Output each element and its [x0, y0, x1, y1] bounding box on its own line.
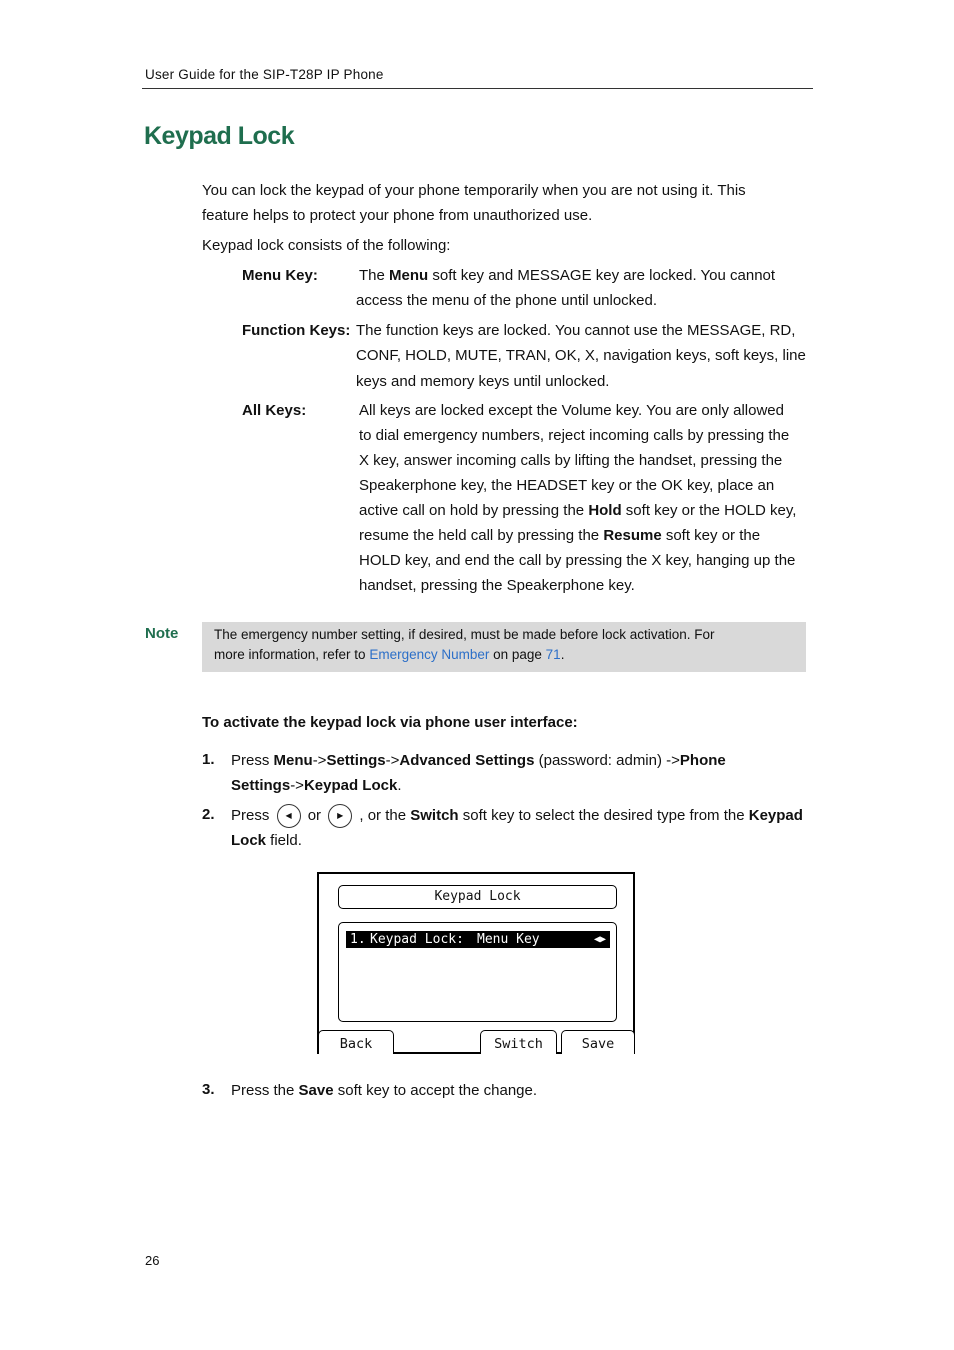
step-2-text — [231, 803, 803, 853]
text: soft key or the — [661, 527, 761, 544]
right-arrow-key-icon: ▶ — [328, 804, 352, 828]
text: -> — [312, 752, 327, 769]
advanced-settings-ref: Advanced Settings — [399, 752, 535, 769]
step-number: 2. — [202, 806, 215, 823]
consists-text: Keypad lock consists of the following: — [202, 237, 451, 254]
definition-line — [359, 523, 796, 548]
text: soft key to select the desired type from the — [458, 807, 749, 824]
step-line — [231, 828, 803, 853]
hold-softkey-ref: Hold — [588, 502, 622, 519]
text: The — [359, 267, 390, 284]
text: (password: admin) -> — [534, 752, 680, 769]
definition-line: to dial emergency numbers, reject incoming calls by pressing the — [359, 427, 790, 444]
text: Press — [231, 752, 274, 769]
intro-paragraph — [202, 178, 746, 228]
text: soft key to accept the change. — [333, 1082, 538, 1099]
item-number: 1. — [350, 932, 366, 947]
text: field. — [266, 832, 302, 850]
text: or — [307, 807, 322, 824]
note-text — [214, 625, 794, 665]
switch-softkey[interactable]: Switch — [480, 1030, 557, 1054]
definition-line: HOLD key, and end the call by pressing the X key, hanging up the — [359, 552, 796, 569]
step-3-text — [231, 1078, 537, 1103]
running-header: User Guide for the SIP-T28P IP Phone — [145, 67, 384, 82]
settings-ref: Settings — [231, 777, 291, 794]
definition-line — [359, 263, 775, 288]
text: active call on hold by pressing the — [359, 502, 589, 519]
step-1-text — [231, 748, 726, 798]
phone-ref: Phone — [679, 752, 726, 769]
save-softkey[interactable]: Save — [561, 1030, 635, 1054]
note-label: Note — [145, 625, 179, 642]
item-label: Keypad Lock: — [370, 932, 464, 947]
text: on page — [489, 647, 546, 662]
text: . — [560, 647, 565, 662]
note-line — [214, 645, 794, 665]
text: Press the — [231, 1082, 299, 1099]
definition-line: handset, pressing the Speakerphone key. — [359, 577, 635, 594]
page-number: 26 — [145, 1253, 160, 1268]
definition-line: Speakerphone key, the HEADSET key or the OK key, place an — [359, 477, 775, 494]
procedure-title: To activate the keypad lock via phone user interface: — [202, 714, 578, 731]
step-number: 1. — [202, 751, 215, 768]
keypad-ref: Keypad — [748, 807, 803, 824]
note-line: The emergency number setting, if desired, must be made before lock activation. For — [214, 627, 715, 642]
text: , or the — [359, 807, 411, 824]
emergency-number-link[interactable]: Emergency Number — [369, 647, 490, 662]
left-right-arrows-icon: ◀▶ — [593, 934, 606, 945]
all-keys-definition — [359, 398, 796, 598]
resume-softkey-ref: Resume — [603, 527, 662, 544]
section-title: Keypad Lock — [144, 122, 295, 150]
definition-line: The function keys are locked. You cannot use the MESSAGE, RD, — [356, 322, 796, 339]
left-arrow-key-icon: ◀ — [277, 804, 301, 828]
text: -> — [385, 752, 400, 769]
switch-ref: Switch — [410, 807, 459, 824]
page-link[interactable]: 71 — [545, 647, 561, 662]
definition-line: X key, answer incoming calls by lifting the handset, pressing the — [359, 452, 783, 469]
definition-line: All keys are locked except the Volume key. You are only allowed — [359, 402, 784, 419]
all-keys-term: All Keys: — [242, 402, 307, 419]
text: Press — [231, 807, 270, 824]
save-ref: Save — [298, 1082, 334, 1099]
step-number: 3. — [202, 1081, 215, 1098]
text: soft key and MESSAGE key are locked. You cannot — [428, 267, 776, 284]
lock-ref: Lock — [231, 832, 267, 850]
header-divider — [142, 88, 813, 89]
definition-line: access the menu of the phone until unlocked. — [356, 292, 658, 309]
item-value: Menu Key — [477, 932, 540, 947]
keypad-lock-ref: Keypad Lock — [303, 777, 398, 794]
text: -> — [290, 777, 304, 794]
settings-ref: Settings — [326, 752, 386, 769]
text: . — [397, 777, 402, 794]
function-keys-definition — [356, 318, 806, 394]
text: more information, refer to — [214, 647, 370, 662]
menu-ref: Menu — [273, 752, 313, 769]
screen-title: Keypad Lock — [338, 885, 617, 909]
step-line — [231, 803, 803, 828]
screen-selected-item[interactable] — [346, 931, 610, 948]
definition-line: CONF, HOLD, MUTE, TRAN, OK, X, navigation keys, soft keys, line — [356, 347, 806, 364]
text: resume the held call by pressing the — [359, 527, 604, 544]
text: soft key or the HOLD key, — [621, 502, 797, 519]
definition-line: keys and memory keys until unlocked. — [356, 373, 610, 390]
intro-line: You can lock the keypad of your phone temporarily when you are not using it. This — [202, 182, 746, 199]
step-line — [231, 748, 726, 773]
menu-key-term: Menu Key: — [242, 267, 318, 284]
definition-line — [359, 498, 796, 523]
menu-key-definition — [359, 263, 775, 288]
function-keys-term: Function Keys: — [242, 322, 351, 339]
intro-line: feature helps to protect your phone from unauthorized use. — [202, 207, 593, 224]
step-line — [231, 773, 726, 798]
menu-softkey-ref: Menu — [389, 267, 429, 284]
back-softkey[interactable]: Back — [318, 1030, 394, 1054]
